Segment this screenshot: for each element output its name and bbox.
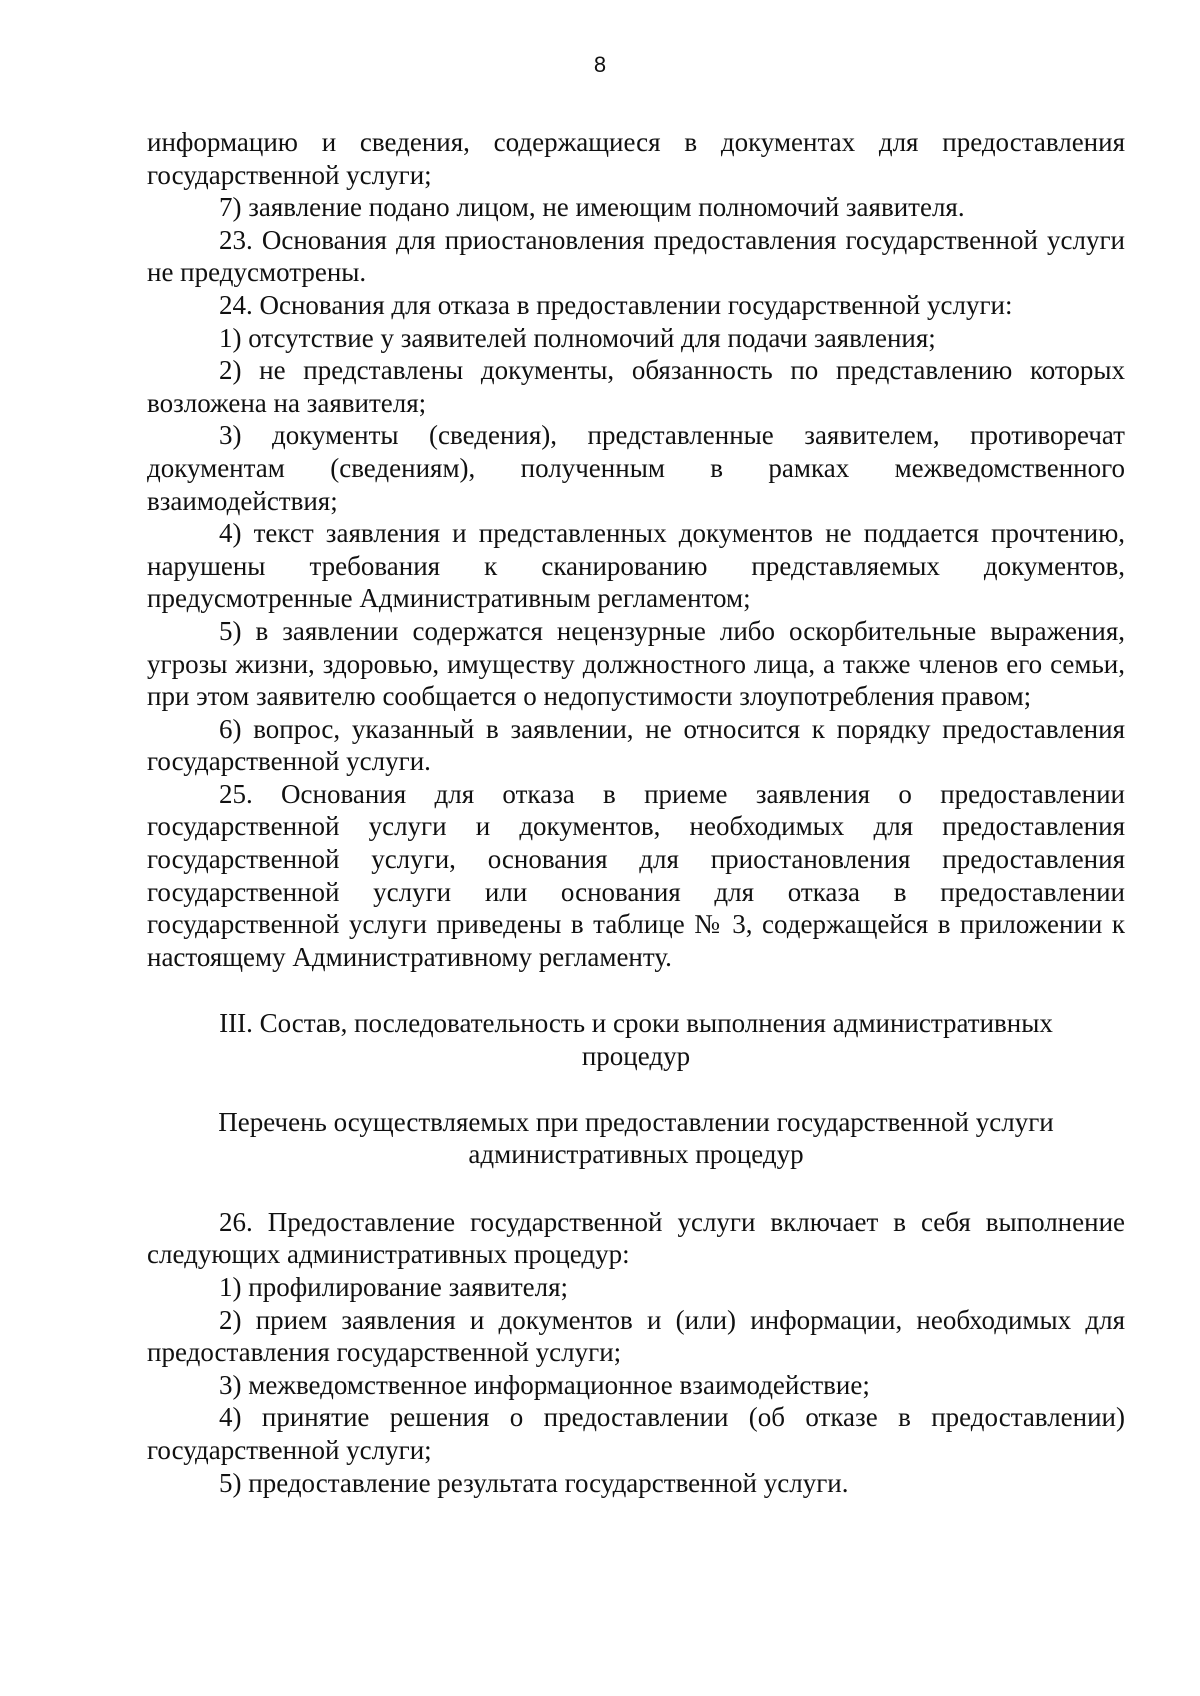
section-heading-line-1: III. Состав, последовательность и сроки выполнения административных <box>219 1008 1053 1039</box>
paragraph-24: 24. Основания для отказа в предоставлении государственной услуги: <box>219 289 1013 320</box>
paragraph-25: 25. Основания для отказа в приеме заявления о предоставлении государственной услуги и документов, необходимых для предоставления государственной услуги, основания для приостановления предоставления государственной услуги или основания для отказа в предоставлении государственной услуги приведены в таблице № 3, содержащейся в приложении к настоящему Административному регламенту. <box>147 778 1125 972</box>
procedure-item-1: 1) профилирование заявителя; <box>219 1272 569 1302</box>
paragraph-24-item-6: 6) вопрос, указанный в заявлении, не относится к порядку предоставления государственной услуги. <box>147 713 1125 777</box>
procedure-item-3: 3) межведомственное информационное взаимодействие; <box>219 1369 870 1400</box>
section-heading <box>147 1007 1125 1072</box>
paragraph-24-item-2: 2) не представлены документы, обязанность по представлению которых возложена на заявителя; <box>147 355 1125 418</box>
paragraph-24-item-3: 3) документы (сведения), представленные заявителем, противоречат документам (сведениям), полученным в рамках межведомственного взаимодействия; <box>147 420 1125 516</box>
paragraph-24-item-1: 1) отсутствие у заявителей полномочий для подачи заявления; <box>219 322 936 353</box>
paragraph-26: 26. Предоставление государственной услуги включает в себя выполнение следующих административных процедур: <box>147 1206 1125 1270</box>
paragraph-continuation: информацию и сведения, содержащиеся в документах для предоставления государственной услуги; <box>147 127 1125 190</box>
subheading-line-2: административных процедур <box>468 1139 804 1170</box>
procedure-item-4: 4) принятие решения о предоставлении (об отказе в предоставлении) государственной услуги; <box>147 1402 1125 1465</box>
subheading-line-1: Перечень осуществляемых при предоставлении государственной услуги <box>218 1106 1054 1137</box>
procedure-item-5: 5) предоставление результата государственной услуги. <box>219 1467 849 1498</box>
paragraph-24-item-5: 5) в заявлении содержатся нецензурные либо оскорбительные выражения, угрозы жизни, здоровью, имуществу должностного лица, а также членов его семьи, при этом заявителю сообщается о недопустимости злоупотребления правом; <box>147 615 1125 712</box>
document-body <box>147 126 1125 1499</box>
subheading <box>147 1106 1125 1171</box>
paragraph-24-item-4: 4) текст заявления и представленных документов не поддается прочтению, нарушены требования к сканированию представляемых документов, предусмотренные Административным регламентом; <box>147 518 1125 614</box>
section-heading-line-2: процедур <box>581 1041 691 1072</box>
paragraph-item-7: 7) заявление подано лицом, не имеющим полномочий заявителя. <box>219 192 965 223</box>
page-number: 8 <box>593 52 607 77</box>
procedure-item-2: 2) прием заявления и документов и (или) информации, необходимых для предоставления государственной услуги; <box>147 1304 1125 1368</box>
paragraph-23: 23. Основания для приостановления предоставления государственной услуги не предусмотрены. <box>147 224 1125 288</box>
procedures-list <box>147 1206 1125 1499</box>
